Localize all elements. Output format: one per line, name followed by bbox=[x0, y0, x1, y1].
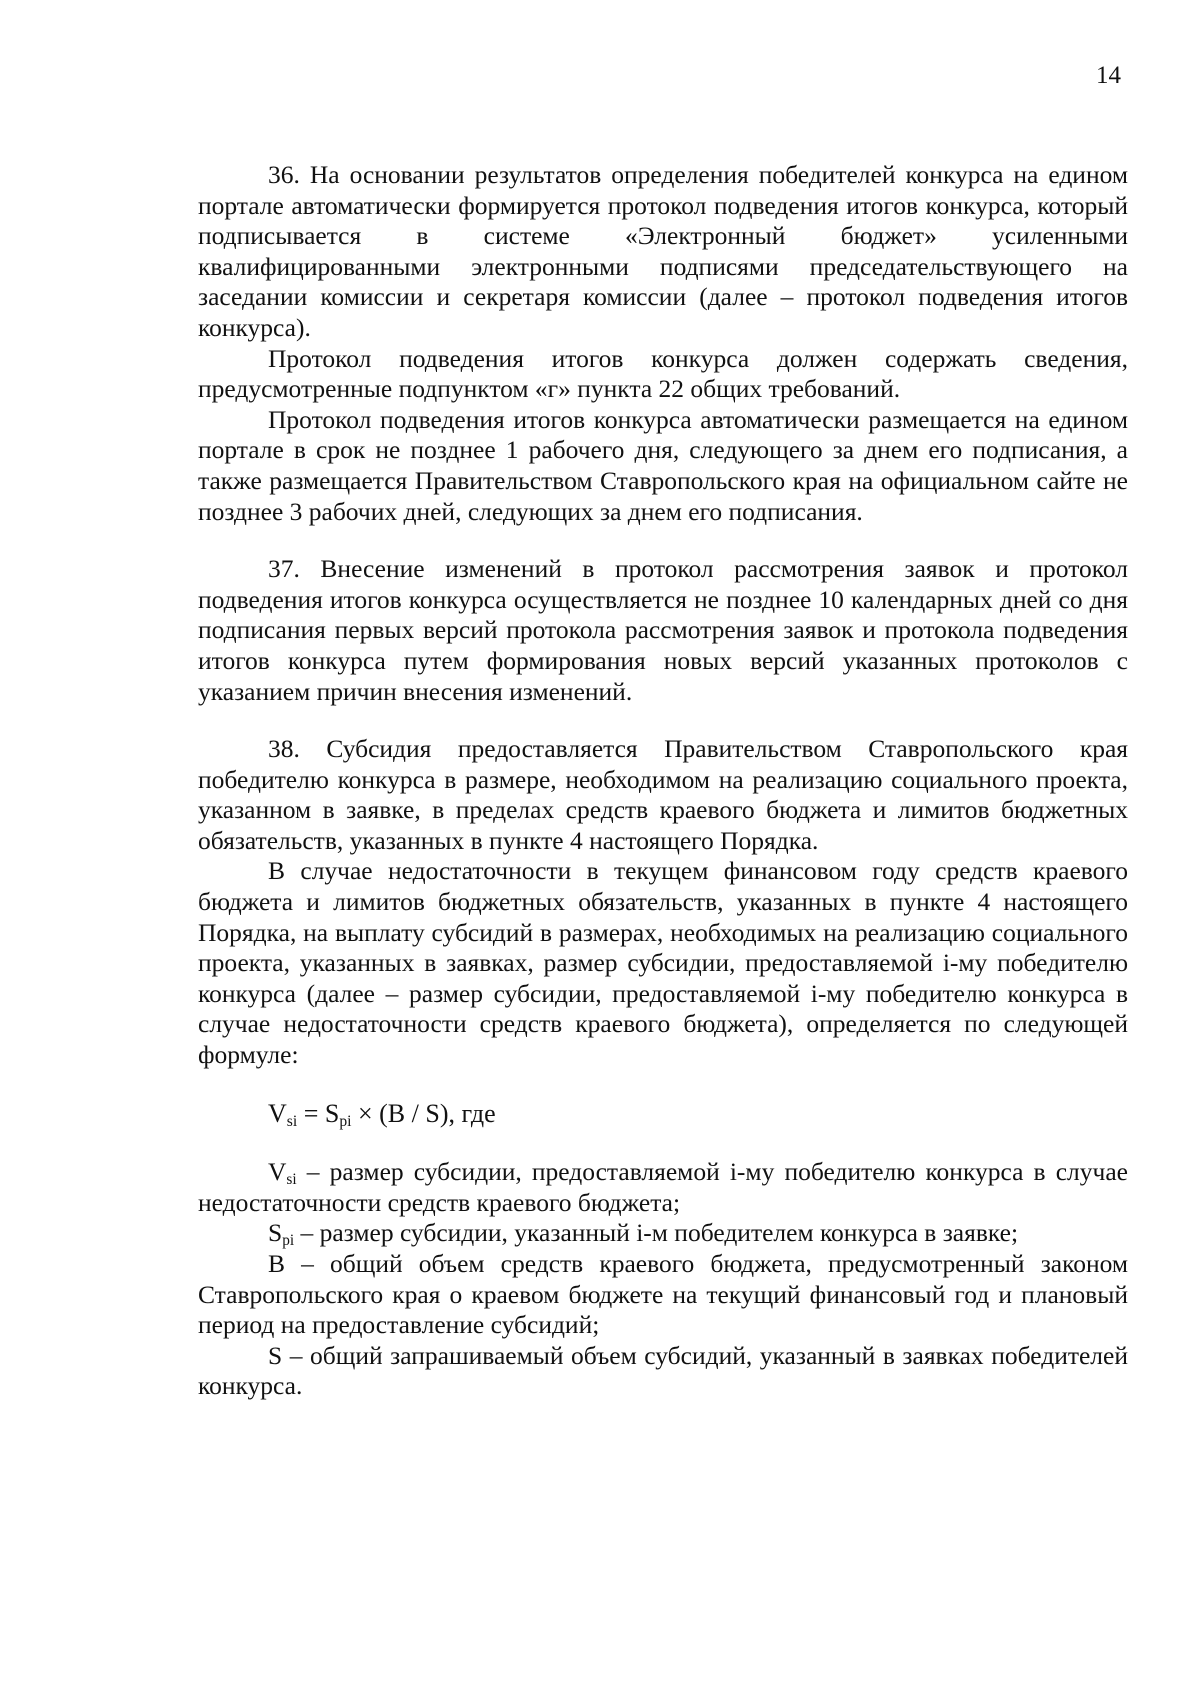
paragraph-37: 37. Внесение изменений в протокол рассмотрения заявок и протокол подведения итогов конкурса осуществляется не позднее 10 календарных дней со дня подписания первых версий протокола рассмотрения заявок и протокола подведения итогов конкурса путем формирования новых версий указанных протоколов с указанием причин внесения изменений. bbox=[198, 554, 1128, 706]
definition-s: S – общий запрашиваемый объем субсидий, указанный в заявках победителей конкурса. bbox=[198, 1340, 1128, 1401]
formula-v-subscript: si bbox=[286, 1112, 298, 1130]
paragraph-38-insufficiency: В случае недостаточности в текущем финансовом году средств краевого бюджета и лимитов бюджетных обязательств, указанных в пункте 4 настоящего Порядка, на выплату субсидий в размерах, необходимых на реализацию социального проекта, указанных в заявках, размер субсидии, предоставляемой i-му победителю конкурса (далее – размер субсидии, предоставляемой i-му победителю конкурса в случае недостаточности средств краевого бюджета), определяется по следующей формуле: bbox=[198, 856, 1128, 1070]
definition-spi-subscript: pi bbox=[282, 1232, 295, 1250]
definition-spi-symbol: S bbox=[268, 1218, 283, 1248]
definition-vsi bbox=[198, 1157, 1128, 1218]
paragraph-36: 36. На основании результатов определения победителей конкурса на едином портале автоматически формируется протокол подведения итогов конкурса, который подписывается в системе «Электронный бюджет» усиленными квалифицированными электронными подписями председательствующего на заседании комиссии и секретаря комиссии (далее – протокол подведения итогов конкурса). bbox=[198, 160, 1128, 342]
document-body bbox=[198, 160, 1128, 1402]
paragraph-38: 38. Субсидия предоставляется Правительством Ставропольского края победителю конкурса в размере, необходимом на реализацию социального проекта, указанном в заявке, в пределах средств краевого бюджета и лимитов бюджетных обязательств, указанных в пункте 4 настоящего Порядка. bbox=[198, 734, 1128, 855]
paragraph-36-protocol-publication: Протокол подведения итогов конкурса автоматически размещается на едином портале в срок не позднее 1 рабочего дня, следующего за днем его подписания, а также размещается Правительством Ставропольского края на официальном сайте не позднее 3 рабочих дней, следующих за днем его подписания. bbox=[198, 404, 1128, 526]
definition-vsi-symbol: V bbox=[268, 1157, 287, 1187]
definition-b: B – общий объем средств краевого бюджета, предусмотренный законом Ставропольского края о краевом бюджете на текущий финансовый год и плановый период на предоставление субсидий; bbox=[198, 1249, 1128, 1340]
definition-vsi-text: – размер субсидии, предоставляемой i-му победителю конкурса в случае недостаточности средств краевого бюджета; bbox=[198, 1157, 1128, 1217]
formula-equals: = bbox=[297, 1098, 325, 1128]
formula-s-subscript: pi bbox=[339, 1112, 352, 1130]
formula-v: V bbox=[268, 1098, 287, 1128]
definition-spi-text: – размер субсидии, указанный i-м победителем конкурса в заявке; bbox=[294, 1218, 1019, 1248]
formula-rest: × (B / S), где bbox=[351, 1098, 496, 1128]
page-number: 14 bbox=[1096, 62, 1121, 89]
definition-vsi-subscript: si bbox=[286, 1171, 297, 1189]
formula bbox=[198, 1099, 1128, 1130]
formula-s: S bbox=[324, 1098, 340, 1128]
definition-spi bbox=[198, 1218, 1128, 1249]
paragraph-36-protocol-content: Протокол подведения итогов конкурса должен содержать сведения, предусмотренные подпунктом «г» пункта 22 общих требований. bbox=[198, 343, 1128, 404]
